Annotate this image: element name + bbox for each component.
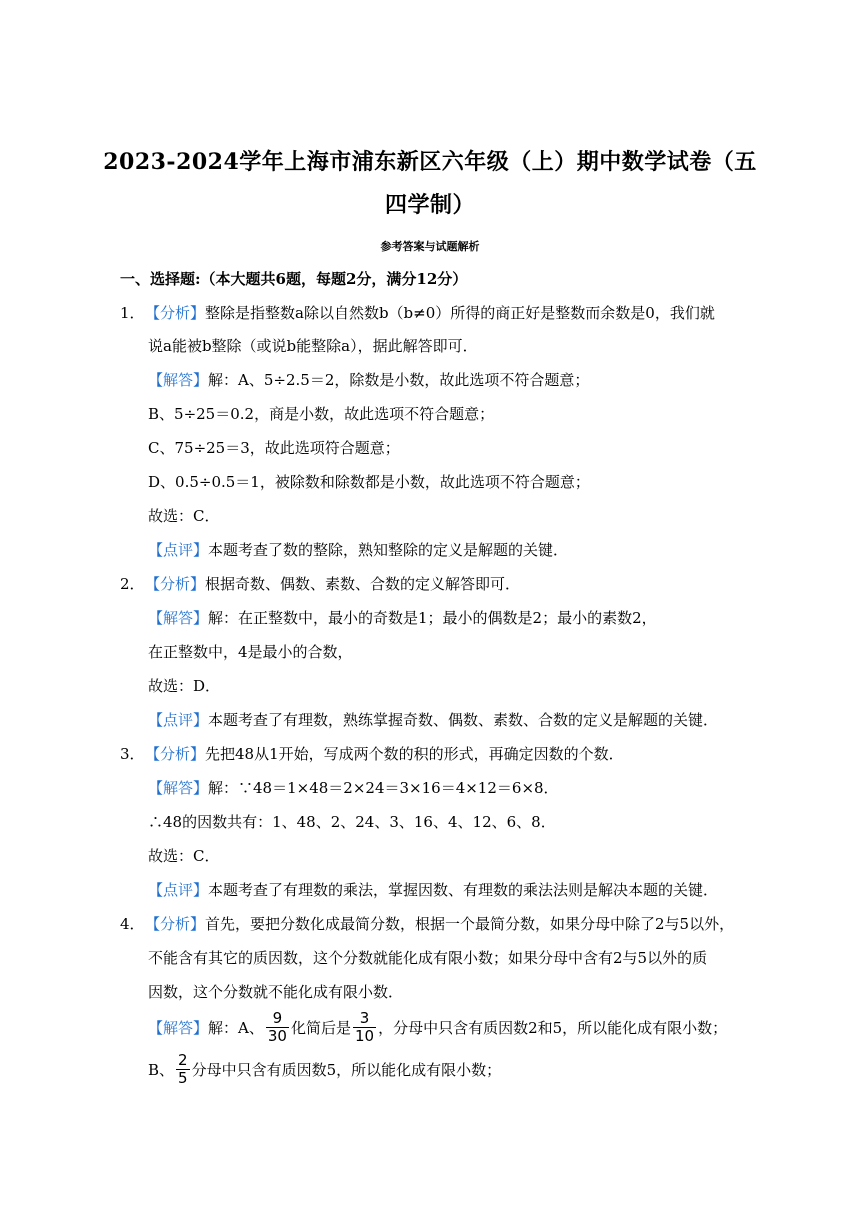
q4-answer-line-b — [148, 1052, 501, 1087]
fraction-denominator: 10 — [354, 1027, 375, 1045]
q3-answer-text: 解：∵48＝1×48＝2×24＝3×16＝4×12＝6×8． — [208, 779, 559, 797]
fraction-9-30 — [266, 1010, 289, 1045]
q2-comment-text: 本题考查了有理数，熟练掌握奇数、偶数、素数、合数的定义是解题的关键． — [208, 711, 719, 729]
analysis-tag: 【分析】 — [145, 745, 206, 763]
question-number: 3． — [120, 745, 145, 763]
q4-answer-a-suffix: ，分母中只含有质因数2和5，所以能化成有限小数； — [378, 1018, 728, 1037]
fraction-numerator: 3 — [353, 1010, 376, 1028]
fraction-numerator: 9 — [266, 1010, 289, 1028]
comment-tag: 【点评】 — [148, 541, 209, 559]
q2-answer-text: 解：在正整数中，最小的奇数是1；最小的偶数是2；最小的素数2， — [208, 609, 657, 627]
comment-tag: 【点评】 — [148, 881, 209, 899]
page-title-line-1: 2023-2024学年上海市浦东新区六年级（上）期中数学试卷（五 — [103, 149, 757, 175]
q3-comment-text: 本题考查了有理数的乘法，掌握因数、有理数的乘法法则是解决本题的关键． — [208, 881, 719, 899]
q3-analysis — [120, 744, 624, 764]
fraction-3-10 — [353, 1010, 376, 1045]
fraction-denominator: 30 — [267, 1027, 287, 1045]
answer-tag: 【解答】 — [148, 609, 209, 627]
q4-answer-a-mid: 化简后是 — [290, 1018, 351, 1037]
question-number: 4． — [120, 915, 145, 933]
analysis-tag: 【分析】 — [145, 304, 206, 322]
q2-comment — [148, 710, 718, 730]
question-number: 2． — [120, 575, 145, 593]
q2-analysis — [120, 574, 520, 594]
section-heading: 一、选择题:（本大题共6题，每题2分，满分12分） — [120, 270, 468, 288]
q1-analysis-text-1: 整除是指整数a除以自然数b（b≠0）所得的商正好是整数而余数是0，我们就 — [205, 304, 715, 322]
q2-answer-line-1 — [148, 608, 657, 628]
q4-line-b-suffix: 分母中只含有质因数5，所以能化成有限小数； — [191, 1060, 502, 1079]
answer-tag: 【解答】 — [148, 371, 209, 389]
analysis-tag: 【分析】 — [145, 915, 206, 933]
q4-analysis-line-1 — [120, 914, 734, 934]
q2-answer-line-2: 在正整数中，4是最小的合数， — [148, 643, 353, 661]
q4-answer-line-a — [148, 1010, 727, 1045]
q4-line-b-prefix: B、 — [148, 1060, 175, 1079]
q3-analysis-text: 先把48从1开始，写成两个数的积的形式，再确定因数的个数． — [205, 745, 624, 763]
q1-choice: 故选：C． — [148, 507, 220, 525]
page-subtitle: 参考答案与试题解析 — [380, 240, 480, 253]
q1-option-b: B、5÷25＝0.2，商是小数，故此选项不符合题意； — [148, 405, 495, 423]
q4-analysis-line-3: 因数，这个分数就不能化成有限小数． — [148, 983, 404, 1001]
q3-answer-line-1 — [148, 778, 559, 798]
analysis-tag: 【分析】 — [145, 575, 206, 593]
q4-analysis-text-1: 首先，要把分数化成最简分数，根据一个最简分数，如果分母中除了2与5以外， — [205, 915, 735, 933]
q1-answer-text: 解：A、5÷2.5＝2，除数是小数，故此选项不符合题意； — [208, 371, 590, 389]
fraction-denominator: 5 — [178, 1069, 188, 1087]
answer-tag: 【解答】 — [148, 1018, 209, 1037]
q4-answer-a-prefix: 解：A、 — [208, 1018, 264, 1037]
q1-option-d: D、0.5÷0.5＝1，被除数和除数都是小数，故此选项不符合题意； — [148, 473, 590, 491]
q2-choice: 故选：D． — [148, 677, 221, 695]
q1-analysis-line-2: 说a能被b整除（或说b能整除a），据此解答即可． — [148, 337, 478, 355]
comment-tag: 【点评】 — [148, 711, 209, 729]
q3-answer-line-2: ∴48的因数共有：1、48、2、24、3、16、4、12、6、8． — [148, 813, 556, 831]
q1-comment-text: 本题考查了数的整除，熟知整除的定义是解题的关键． — [208, 541, 569, 559]
page-title-line-2: 四学制） — [384, 192, 475, 218]
q1-comment — [148, 540, 568, 560]
q4-analysis-line-2: 不能含有其它的质因数，这个分数就能化成有限小数；如果分母中含有2与5以外的质 — [148, 949, 708, 967]
fraction-numerator: 2 — [178, 1051, 188, 1069]
q1-option-c: C、75÷25＝3，故此选项符合题意； — [148, 439, 400, 457]
question-number: 1． — [120, 304, 145, 322]
fraction-2-5 — [176, 1052, 190, 1087]
q2-analysis-text: 根据奇数、偶数、素数、合数的定义解答即可． — [205, 575, 521, 593]
q1-answer-line-1 — [148, 370, 589, 390]
q3-choice: 故选：C． — [148, 847, 220, 865]
answer-tag: 【解答】 — [148, 779, 209, 797]
q1-analysis-line-1 — [120, 303, 715, 323]
q3-comment — [148, 880, 718, 900]
